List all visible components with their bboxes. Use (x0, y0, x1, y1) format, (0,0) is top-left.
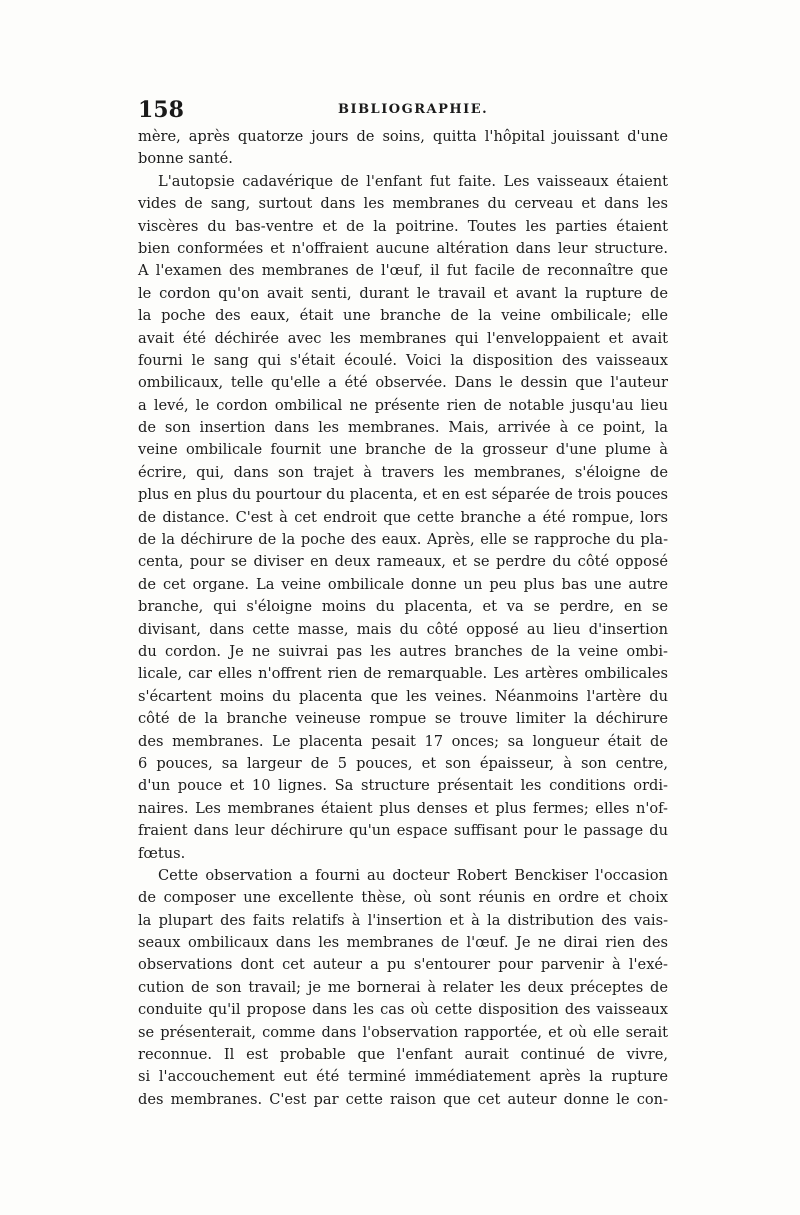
text-line: observations dont cet auteur a pu s'entourer pour parvenir à l'exé- (138, 956, 668, 974)
text-line: bien conformées et n'offraient aucune altération dans leur structure. (138, 239, 668, 257)
text-line: ombilicaux, telle qu'elle a été observée. Dans le dessin que l'auteur (138, 374, 668, 392)
text-line: côté de la branche veineuse rompue se trouve limiter la déchirure (138, 710, 668, 728)
text-line: A l'examen des membranes de l'œuf, il fut facile de reconnaître que (138, 262, 668, 280)
text-line: bonne santé. (138, 150, 233, 168)
text-line: le cordon qu'on avait senti, durant le travail et avant la rupture de (138, 284, 668, 302)
text-line: conduite qu'il propose dans les cas où cette disposition des vaisseaux (138, 1001, 668, 1019)
text-line: veine ombilicale fournit une branche de la grosseur d'une plume à (138, 441, 668, 459)
text-line: de son insertion dans les membranes. Mais, arrivée à ce point, la (138, 419, 668, 437)
text-line: centa, pour se diviser en deux rameaux, et se perdre du côté opposé (138, 553, 668, 571)
text-line: des membranes. C'est par cette raison que cet auteur donne le con- (138, 1090, 668, 1108)
text-line: a levé, le cordon ombilical ne présente rien de notable jusqu'au lieu (138, 396, 668, 414)
text-line: cution de son travail; je me bornerai à relater les deux préceptes de (138, 978, 668, 996)
page-header (138, 97, 668, 123)
running-head: BIBLIOGRAPHIE. (338, 102, 489, 117)
text-line: fraient dans leur déchirure qu'un espace suffisant pour le passage du (138, 822, 668, 840)
text-line: si l'accouchement eut été terminé immédiatement après la rupture (138, 1068, 668, 1086)
text-line: de la déchirure de la poche des eaux. Après, elle se rapproche du pla- (138, 531, 668, 549)
text-line: avait été déchirée avec les membranes qui l'enveloppaient et avait (138, 329, 668, 347)
text-line: mère, après quatorze jours de soins, quitta l'hôpital jouissant d'une (138, 128, 668, 145)
text-line: vides de sang, surtout dans les membranes du cerveau et dans les (138, 195, 668, 213)
text-line: fourni le sang qui s'était écoulé. Voici la disposition des vaisseaux (138, 351, 668, 369)
text-line: de distance. C'est à cet endroit que cette branche a été rompue, lors (138, 508, 668, 526)
text-line: Cette observation a fourni au docteur Robert Benckiser l'occasion (158, 866, 668, 884)
text-line: plus en plus du pourtour du placenta, et en est séparée de trois pouces (138, 486, 668, 504)
text-line: fœtus. (138, 844, 186, 862)
text-line: se présenterait, comme dans l'observation rapportée, et où elle serait (138, 1023, 668, 1041)
text-line: L'autopsie cadavérique de l'enfant fut faite. Les vaisseaux étaient (158, 172, 668, 190)
text-line: la plupart des faits relatifs à l'insertion et à la distribution des vais- (138, 911, 668, 929)
text-line: branche, qui s'éloigne moins du placenta, et va se perdre, en se (138, 598, 668, 616)
text-line: d'un pouce et 10 lignes. Sa structure présentait les conditions ordi- (138, 777, 668, 795)
text-line: écrire, qui, dans son trajet à travers les membranes, s'éloigne de (138, 463, 668, 481)
body-text (138, 126, 668, 1111)
text-line: la poche des eaux, était une branche de la veine ombilicale; elle (138, 307, 668, 325)
text-line: divisant, dans cette masse, mais du côté opposé au lieu d'insertion (138, 620, 668, 638)
page-number: 158 (138, 97, 184, 123)
text-line: s'écartent moins du placenta que les veines. Néanmoins l'artère du (138, 687, 668, 705)
text-line: du cordon. Je ne suivrai pas les autres branches de la veine ombi- (138, 642, 668, 660)
text-line: de cet organe. La veine ombilicale donne un peu plus bas une autre (138, 575, 668, 593)
text-line: seaux ombilicaux dans les membranes de l'œuf. Je ne dirai rien des (138, 934, 668, 952)
text-line: 6 pouces, sa largeur de 5 pouces, et son épaisseur, à son centre, (138, 754, 668, 772)
text-line: naires. Les membranes étaient plus denses et plus fermes; elles n'of- (138, 799, 668, 817)
text-line: licale, car elles n'offrent rien de remarquable. Les artères ombilicales (138, 665, 668, 683)
text-line: reconnue. Il est probable que l'enfant aurait continué de vivre, (138, 1046, 668, 1064)
text-line: des membranes. Le placenta pesait 17 onces; sa longueur était de (138, 732, 668, 750)
text-line: de composer une excellente thèse, où sont réunis en ordre et choix (138, 889, 668, 907)
text-line: viscères du bas-ventre et de la poitrine. Toutes les parties étaient (138, 217, 668, 235)
